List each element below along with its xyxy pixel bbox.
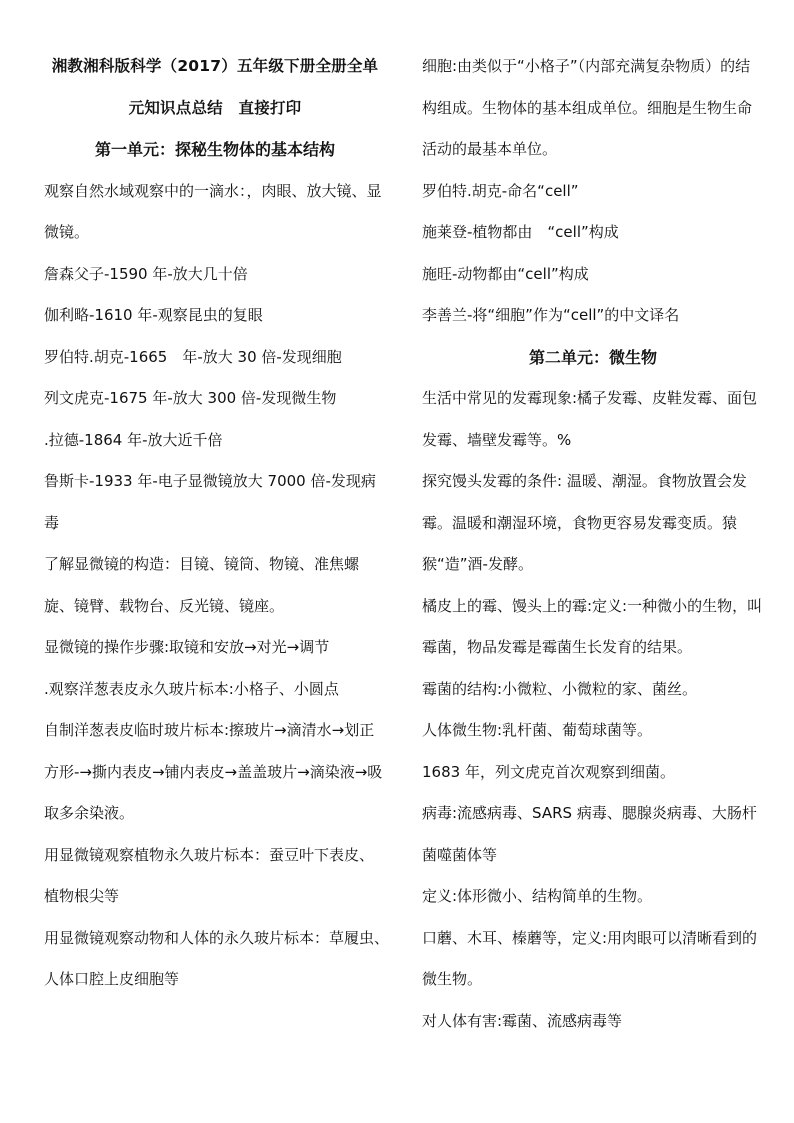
unit1-heading: 第一单元：探秘生物体的基本结构 <box>94 140 335 159</box>
paragraph: 施旺-动物都由“cell”构成 <box>422 264 589 283</box>
paragraph: .观察洋葱表皮永久玻片标本:小格子、小圆点 <box>44 679 339 698</box>
paragraph: 人体微生物:乳杆菌、葡萄球菌等。 <box>422 721 653 739</box>
document-title-line1: 湘教湘科版科学（2017）五年级下册全册全单 <box>51 57 379 75</box>
paragraph: 自制洋葱表皮临时玻片标本:擦玻片→滴清水→划正方形-→撕内表皮→铺内表皮→盖盖玻片→滴染液→吸取多余染液。 <box>44 721 383 822</box>
paragraph: 橘皮上的霉、馒头上的霉:定义:一种微小的生物，叫霉菌，物品发霉是霉菌生长发育的结果。 <box>422 596 763 656</box>
paragraph: 细胞:由类似于“小格子”（内部充满复杂物质）的结构组成。生物体的基本组成单位。细胞是生物生命活动的最基本单位。 <box>422 57 753 158</box>
paragraph: 对人体有害:霉菌、流感病毒等 <box>422 1011 623 1030</box>
paragraph: 李善兰-将“细胞”作为“cell”的中文译名 <box>422 306 680 324</box>
right-column <box>422 46 764 1123</box>
paragraph: .拉德-1864 年-放大近千倍 <box>44 430 223 449</box>
paragraph: 探究馒头发霉的条件: 温暖、潮湿。食物放置会发霉。温暖和潮湿环境，食物更容易发霉变质。猿猴“造”酒-发酵。 <box>422 472 747 573</box>
paragraph: 用显微镜观察植物永久玻片标本：蚕豆叶下表皮、植物根尖等 <box>44 845 375 905</box>
paragraph: 罗伯特.胡克-1665 年-放大 30 倍-发现细胞 <box>44 347 342 366</box>
paragraph: 霉菌的结构:小微粒、小微粒的家、菌丝。 <box>422 679 698 698</box>
paragraph: 鲁斯卡-1933 年-电子显微镜放大 7000 倍-发现病毒 <box>44 472 376 532</box>
paragraph: 口蘑、木耳、榛蘑等，定义:用肉眼可以清晰看到的微生物。 <box>422 928 758 988</box>
paragraph: 罗伯特.胡克-命名“cell” <box>422 181 579 200</box>
document-title-line2: 元知识点总结 直接打印 <box>128 98 302 117</box>
paragraph: 了解显微镜的构造：目镜、镜筒、物镜、准焦螺旋、镜臂、载物台、反光镜、镜座。 <box>44 555 360 615</box>
paragraph: 显微镜的操作步骤:取镜和安放→对光→调节 <box>44 638 330 656</box>
paragraph: 詹森父子-1590 年-放大几十倍 <box>44 264 248 283</box>
paragraph: 列文虎克-1675 年-放大 300 倍-发现微生物 <box>44 389 337 407</box>
paragraph: 观察自然水域观察中的一滴水：，肉眼、放大镜、显微镜。 <box>44 181 382 241</box>
paragraph: 定义:体形微小、结构简单的生物。 <box>422 887 653 905</box>
paragraph: 伽利略-1610 年-观察昆虫的复眼 <box>44 306 263 324</box>
paragraph: 病毒:流感病毒、SARS 病毒、腮腺炎病毒、大肠杆菌噬菌体等 <box>422 804 757 864</box>
paragraph: 施莱登-植物都由 “cell”构成 <box>422 223 619 241</box>
paragraph: 生活中常见的发霉现象:橘子发霉、皮鞋发霉、面包发霉、墙壁发霉等。% <box>422 389 758 449</box>
left-column <box>44 46 397 1123</box>
paragraph: 用显微镜观察动物和人体的永久玻片标本：草履虫、 人体口腔上皮细胞等 <box>44 928 397 988</box>
paragraph: 1683 年，列文虎克首次观察到细菌。 <box>422 762 675 781</box>
unit2-heading: 第二单元：微生物 <box>528 347 657 367</box>
